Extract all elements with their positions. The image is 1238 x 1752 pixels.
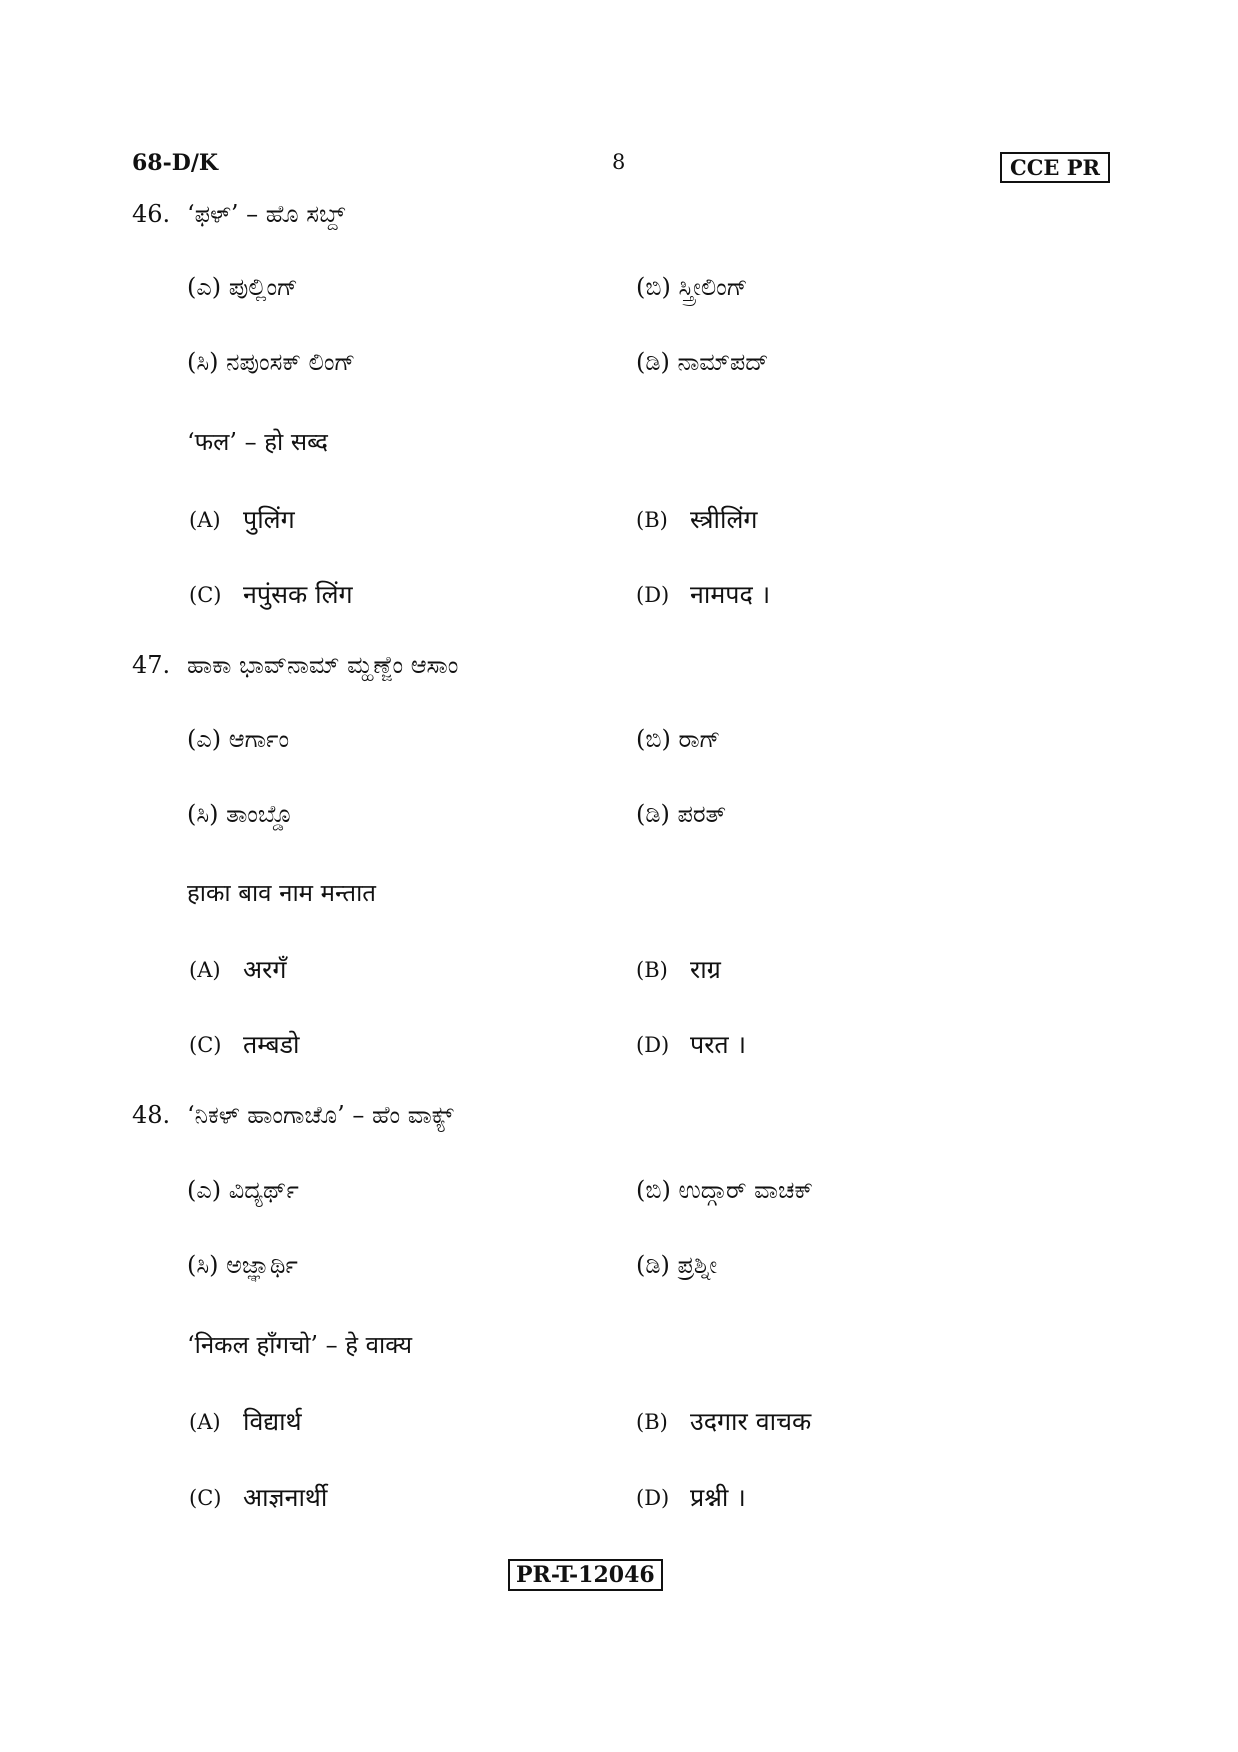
option-d-devanagari: नामपद । [690,580,771,609]
question-number: 48. [132,1101,171,1129]
option-a-kannada: (ಎ) ವಿದ್ಯರ್ಥ್ [187,1176,299,1204]
option-b-kannada: (ಬಿ) ಸ್ತ್ರೀಲಿಂಗ್ [636,273,748,301]
option-b-kannada: (ಬಿ) ರಾಗ್ [636,725,721,753]
option-a-devanagari: अरगँ [243,955,287,984]
option-c-kannada: (ಸಿ) ತಾಂಬ್ಡೊ [187,800,294,828]
option-c-kannada: (ಸಿ) ಅಜ್ಞಾರ್ಥಿ [187,1251,298,1279]
option-a-label: (A) [189,958,221,982]
question-stem-devanagari: हाका बाव नाम मन्तात [187,879,376,907]
option-d-kannada: (ಡಿ) ಪರತ್ [636,800,727,828]
paper-code: 68-D/K [132,150,218,176]
option-d-devanagari: परत । [690,1030,747,1059]
option-b-devanagari: उदगार वाचक [690,1407,812,1436]
option-b-devanagari: स्त्रीलिंग [690,505,758,534]
option-d-label: (D) [636,1486,670,1510]
option-a-label: (A) [189,508,221,532]
option-c-devanagari: नपुंसक लिंग [243,580,353,609]
question-stem-devanagari: ‘निकल हाँगचो’ – हे वाक्य [187,1331,413,1359]
page-number: 8 [612,150,626,174]
option-c-devanagari: तम्बडो [243,1030,300,1059]
option-d-kannada: (ಡಿ) ಪ್ರಶ್ನೀ [636,1251,718,1279]
option-a-kannada: (ಎ) ಆರ್ಗಾಂ [187,725,290,753]
question-stem-kannada: ‘ನಿಕಳ್ ಹಾಂಗಾಚೊ’ – ಹೆಂ ವಾಕ್ಯ್ [187,1101,454,1129]
option-a-kannada: (ಎ) ಪುಲ್ಲಿಂಗ್ [187,273,298,301]
option-c-label: (C) [189,1486,222,1510]
series-code-box: CCE PR [1000,152,1110,183]
option-a-devanagari: विद्यार्थ [243,1407,302,1436]
option-c-kannada: (ಸಿ) ನಪುಂಸಕ್ ಲಿಂಗ್ [187,348,356,376]
option-d-kannada: (ಡಿ) ನಾಮ್‌ಪದ್ [636,348,769,376]
option-b-label: (B) [636,958,668,982]
option-a-devanagari: पुलिंग [243,505,295,534]
option-d-label: (D) [636,1033,670,1057]
option-c-label: (C) [189,1033,222,1057]
option-c-label: (C) [189,583,222,607]
footer-code-box: PR-T-12046 [508,1559,663,1591]
question-number: 47. [132,651,171,679]
option-b-label: (B) [636,508,668,532]
option-b-kannada: (ಬಿ) ಉದ್ಗಾರ್ ವಾಚಕ್ [636,1176,813,1204]
option-b-devanagari: राग्र [690,955,721,984]
option-d-label: (D) [636,583,670,607]
question-stem-kannada: ಹಾಕಾ ಭಾವ್‌ನಾಮ್ ಮ್ಹಣ್ಜೆಂ ಆಸಾಂ [187,651,459,679]
option-d-devanagari: प्रश्नी । [690,1483,746,1512]
question-stem-devanagari: ‘फल’ – हो सब्द [187,428,328,456]
question-stem-kannada: ‘ಫಳ್’ – ಹೊ ಸಬ್ದ್ [187,200,346,228]
question-number: 46. [132,200,171,228]
option-b-label: (B) [636,1410,668,1434]
option-c-devanagari: आज्ञनार्थी [243,1483,328,1512]
option-a-label: (A) [189,1410,221,1434]
